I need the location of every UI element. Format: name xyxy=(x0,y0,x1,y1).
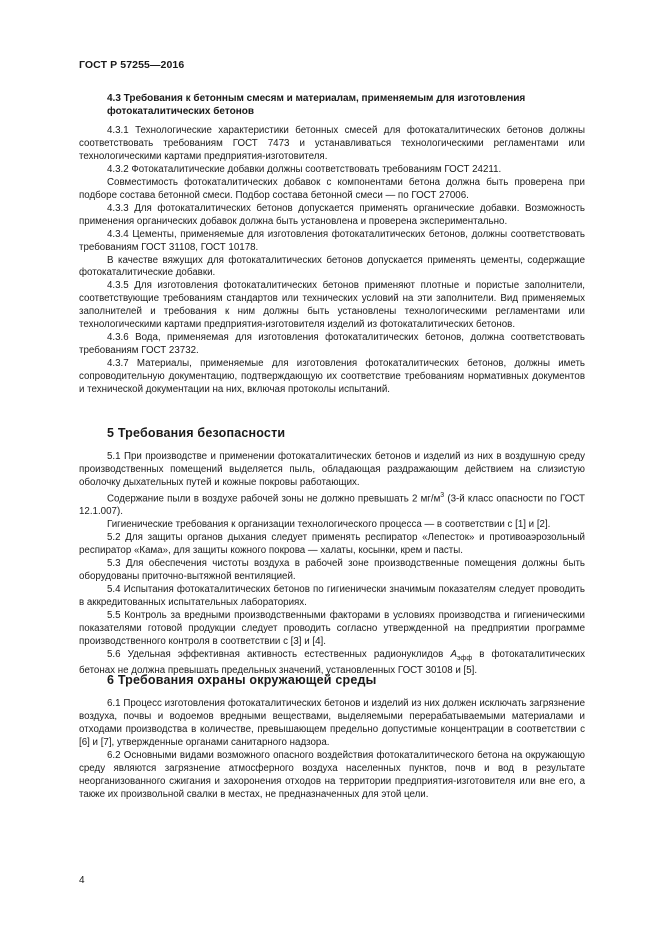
paragraph-4-3-3: 4.3.3 Для фотокаталитических бетонов допускается применять органические добавки. Возможность применения органических добавок должна быть установлена и проверена экспериментально. xyxy=(79,202,585,227)
activity-symbol: A xyxy=(450,648,457,660)
paragraph-4-3-7: 4.3.7 Материалы, применяемые для изготовления фотокаталитических бетонов, должны иметь сопроводительную документацию, подтверждающую их соответствие требованиям нормативных документов и технической документации на них, включая протоколы испытаний. xyxy=(79,358,585,396)
subsection-4-3-title xyxy=(79,93,584,118)
section-6-body xyxy=(79,698,585,802)
activity-subscript: эфф xyxy=(456,654,473,662)
paragraph-dust-limit xyxy=(79,490,585,519)
section-4-3-body xyxy=(79,125,585,397)
superscript-3: 3 xyxy=(440,491,445,499)
paragraph-5-4: 5.4 Испытания фотокаталитических бетонов по гигиенически значимым показателям следует проводить в аккредитованных испытательных лабораториях. xyxy=(79,583,585,608)
document-header: ГОСТ Р 57255—2016 xyxy=(79,59,185,71)
paragraph-4-3-4: 4.3.4 Цементы, применяемые для изготовления фотокаталитических бетонов, должны соответствовать требованиям ГОСТ 31108, ГОСТ 10178. xyxy=(79,228,585,253)
paragraph-6-1: 6.1 Процесс изготовления фотокаталитических бетонов и изделий из них должен исключать загрязнение воздуха, почвы и водоемов вредными веществами, выделяемыми перерабатываемыми материалами и отходами производства в количестве, превышающем предельно допустимые концентрации в соответствии с [6] и [7], утвержденные органами санитарного надзора. xyxy=(79,698,585,748)
paragraph-4-3-1: 4.3.1 Технологические характеристики бетонных смесей для фотокаталитических бетонов должны соответствовать требованиям ГОСТ 7473 и устанавливаться технологическими регламентами или технологическими картами предприятия-изготовителя. xyxy=(79,125,585,162)
paragraph-5-2: 5.2 Для защиты органов дыхания следует применять респиратор «Лепесток» и противоаэрозольный респиратор «Кама», для защиты кожного покрова — халаты, косынки, крем и пасты. xyxy=(79,531,585,556)
paragraph-5-5: 5.5 Контроль за вредными производственными факторами в условиях производства и гигиеническими показателями готовой продукции следует проводить согласно утвержденной на предприятии программе производственного контроля в соответствии с [3] и [4]. xyxy=(79,609,585,647)
paragraph-4-3-5: 4.3.5 Для изготовления фотокаталитических бетонов применяют плотные и пористые заполнители, соответствующие требованиям стандартов или технических условий на эти заполнители. Вид применяемых заполнителей и требования к ним должны быть установлены технологическими регламентами или технологическими картами предприятия-изготовителя изделий из фотокаталитических бетонов. xyxy=(79,280,585,331)
paragraph-hygiene: Гигиенические требования к организации технологического процесса — в соответствии с [1] и [2]. xyxy=(107,519,551,531)
dust-limit-text: Содержание пыли в воздухе рабочей зоны не должно превышать 2 мг/м xyxy=(107,493,441,505)
activity-text-end: в фотокаталитических бетонах не должна превышать предельных значений, установленных ГОСТ 30108 и [5]. xyxy=(79,648,585,677)
paragraph-binders: В качестве вяжущих для фотокаталитических бетонов допускается применять цементы, содержащие фотокаталитические добавки. xyxy=(79,254,585,279)
dust-limit-text-end: (3-й класс опасности по ГОСТ 12.1.007). xyxy=(79,493,585,518)
section-5-title: 5 Требования безопасности xyxy=(107,426,286,440)
paragraph-6-2: 6.2 Основными видами возможного опасного воздействия фотокаталитического бетона на окружающую среду являются загрязнение атмосферного воздуха населенных пунктов, почв и вод в результате неорганизованного сжигания и захоронения отходов на территории предприятия-изготовителя или вне его, а также их произвольной свалки в местах, не предназначенных для этой цели. xyxy=(79,749,585,800)
paragraph-4-3-2: 4.3.2 Фотокаталитические добавки должны соответствовать требованиям ГОСТ 24211. xyxy=(107,163,502,175)
paragraph-compatibility: Совместимость фотокаталитических добавок с компонентами бетона должна быть проверена при подборе состава бетонной смеси. Подбор состава бетонной смеси — по ГОСТ 27006. xyxy=(79,176,585,201)
subsection-title-text: 4.3 Требования к бетонным смесям и материалам, применяемым для изготовления фотокаталитических бетонов xyxy=(107,93,526,117)
paragraph-5-1: 5.1 При производстве и применении фотокаталитических бетонов и изделий из них в воздушную среду производственных помещений выделяется пыль, обладающая раздражающим действием на слизистую оболочку дыхательных путей и кожные покровы работающих. xyxy=(79,451,585,488)
activity-text: 5.6 Удельная эффективная активность естественных радионуклидов xyxy=(107,648,451,660)
paragraph-4-3-6: 4.3.6 Вода, применяемая для изготовления фотокаталитических бетонов, должна соответствовать требованиям ГОСТ 23732. xyxy=(79,332,585,357)
page-number: 4 xyxy=(79,875,85,886)
section-5-body xyxy=(79,451,585,678)
section-6-title: 6 Требования охраны окружающей среды xyxy=(107,673,377,687)
paragraph-5-3: 5.3 Для обеспечения чистоты воздуха в рабочей зоне производственные помещения должны быть оборудованы приточно-вытяжной вентиляцией. xyxy=(79,557,585,582)
